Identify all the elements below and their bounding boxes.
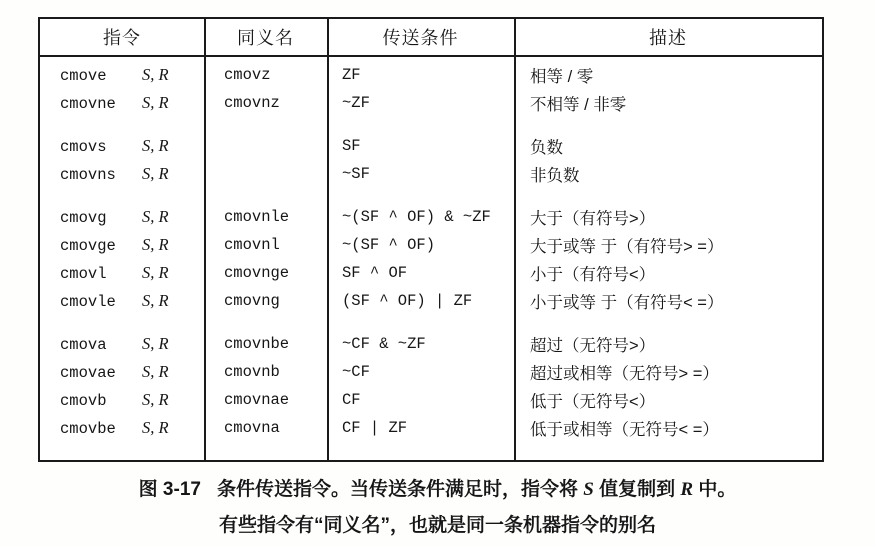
instruction-name: cmovs [60,138,107,156]
instruction-cell [40,65,204,85]
column-header-description: 描述 [649,28,687,48]
description-cell: 相等 / 零 [530,68,594,86]
caption-line-2: 有些指令有“同义名”，也就是同一条机器指令的别名 [218,515,656,536]
synonym-cell: cmovnb [224,363,280,381]
table-row [40,61,822,89]
description-cell: 小于或等 于（有符号< =） [530,294,724,312]
column-header-instruction: 指令 [103,28,141,48]
caption-text: 值复制到 [593,479,681,500]
synonym-cell: cmovnle [224,208,290,226]
table-body [40,57,822,442]
description-cell: 低于或相等（无符号< =） [530,421,719,439]
instruction-cell [40,291,204,311]
table-row [40,231,822,259]
table-row [40,386,822,414]
instruction-cell [40,334,204,354]
instruction-name: cmovg [60,209,107,227]
condition-cell: CF [342,391,361,409]
instruction-operands: S, R [142,136,169,155]
condition-cell: ZF [342,66,361,84]
instruction-operands: S, R [142,93,169,112]
synonym-cell: cmovna [224,419,280,437]
figure-caption [0,474,875,537]
caption-line-1 [0,474,875,501]
condition-cell: ~CF [342,363,370,381]
table-row [40,259,822,287]
condition-cell: ~(SF ^ OF) & ~ZF [342,208,491,226]
instruction-operands: S, R [142,65,169,84]
instruction-cell [40,207,204,227]
instruction-cell [40,164,204,184]
variable-r: R [680,479,694,500]
synonym-cell: cmovnae [224,391,290,409]
instruction-cell [40,390,204,410]
description-cell: 超过（无符号>） [530,337,656,355]
table-row [40,132,822,160]
instruction-name: cmovge [60,237,116,255]
table-row [40,358,822,386]
instruction-name: cmove [60,67,107,85]
condition-cell: ~CF & ~ZF [342,335,426,353]
synonym-cell: cmovnbe [224,335,290,353]
instruction-operands: S, R [142,390,169,409]
conditional-move-table [38,17,824,462]
instruction-operands: S, R [142,362,169,381]
synonym-cell: cmovnl [224,236,280,254]
condition-cell: SF [342,137,361,155]
synonym-cell: cmovng [224,292,280,310]
variable-s: S [583,479,594,500]
description-cell: 大于（有符号>） [530,210,656,228]
description-cell: 负数 [530,139,563,157]
instruction-cell [40,418,204,438]
instruction-name: cmovl [60,265,107,283]
figure-label: 图 3-17 [138,479,201,500]
table-row [40,89,822,117]
synonym-cell: cmovz [224,66,271,84]
caption-text: 中。 [693,479,737,500]
condition-cell: CF | ZF [342,419,408,437]
instruction-cell [40,263,204,283]
instruction-name: cmovb [60,392,107,410]
description-cell: 超过或相等（无符号> =） [530,365,719,383]
instruction-name: cmova [60,336,107,354]
condition-cell: SF ^ OF [342,264,408,282]
condition-cell: ~(SF ^ OF) [342,236,436,254]
table-row [40,160,822,188]
column-header-condition: 传送条件 [382,28,459,48]
description-cell: 非负数 [530,167,580,185]
instruction-cell [40,235,204,255]
table-row [40,330,822,358]
instruction-operands: S, R [142,334,169,353]
instruction-operands: S, R [142,263,169,282]
instruction-operands: S, R [142,291,169,310]
condition-cell: (SF ^ OF) | ZF [342,292,473,310]
instruction-cell [40,93,204,113]
instruction-name: cmovle [60,293,116,311]
description-cell: 大于或等 于（有符号> =） [530,238,724,256]
column-divider [514,19,516,460]
instruction-operands: S, R [142,418,169,437]
table-row [40,414,822,442]
instruction-operands: S, R [142,235,169,254]
description-cell: 小于（有符号<） [530,266,656,284]
column-divider [327,19,329,460]
condition-cell: ~SF [342,165,370,183]
table-row [40,287,822,315]
synonym-cell: cmovnz [224,94,280,112]
synonym-cell: cmovnge [224,264,290,282]
instruction-name: cmovae [60,364,116,382]
column-divider [204,19,206,460]
instruction-name: cmovne [60,95,116,113]
table-header-row [40,19,822,57]
instruction-name: cmovbe [60,420,116,438]
instruction-name: cmovns [60,166,116,184]
description-cell: 低于（无符号<） [530,393,656,411]
description-cell: 不相等 / 非零 [530,96,627,114]
table-row [40,203,822,231]
instruction-cell [40,136,204,156]
column-header-synonym: 同义名 [237,28,294,48]
caption-text: 条件传送指令。当传送条件满足时，指令将 [216,479,584,500]
instruction-operands: S, R [142,164,169,183]
instruction-cell [40,362,204,382]
condition-cell: ~ZF [342,94,370,112]
instruction-operands: S, R [142,207,169,226]
